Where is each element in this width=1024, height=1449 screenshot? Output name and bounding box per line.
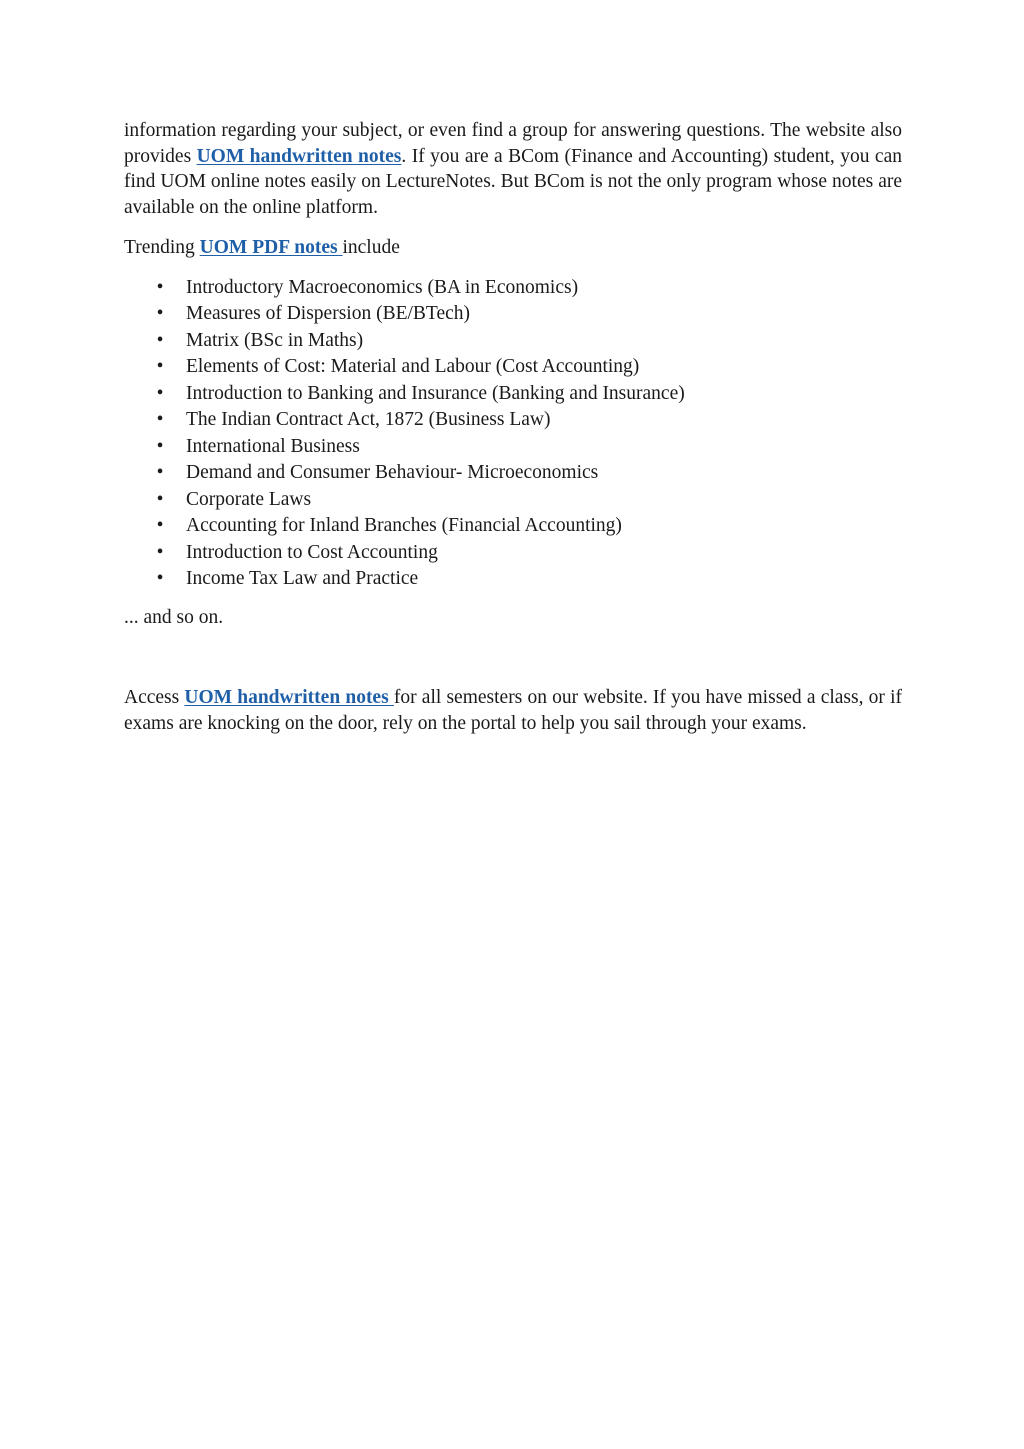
access-prefix: Access: [124, 687, 185, 708]
topic-label: Matrix (BSc in Maths): [186, 329, 364, 351]
topic-label: Introductory Macroeconomics (BA in Economics): [186, 276, 579, 298]
bullet-icon: •: [156, 329, 164, 351]
topic-list-item: [124, 487, 902, 514]
topic-label: Introduction to Cost Accounting: [186, 541, 438, 563]
bullet-icon: •: [156, 488, 164, 510]
trending-prefix: Trending: [124, 237, 200, 258]
trending-topics-list: [124, 275, 902, 593]
topic-label: The Indian Contract Act, 1872 (Business Law): [186, 409, 551, 430]
topic-list-item: [124, 328, 902, 355]
access-paragraph: [124, 685, 902, 736]
bullet-icon: •: [156, 276, 164, 298]
topic-list-item: [124, 513, 902, 540]
and-so-on-text: ... and so on.: [124, 606, 224, 628]
topic-label: International Business: [186, 435, 360, 457]
bullet-icon: •: [156, 382, 164, 404]
bullet-icon: •: [156, 435, 164, 457]
topic-label: Measures of Dispersion (BE/BTech): [186, 303, 471, 324]
document-page: [124, 118, 902, 736]
topic-list-item: [124, 407, 902, 434]
topic-list-item: [124, 381, 902, 408]
intro-paragraph: [124, 118, 902, 220]
uom-pdf-notes-link[interactable]: UOM PDF notes: [199, 237, 343, 258]
topic-list-item: [124, 354, 902, 381]
access-suffix: for all semesters on our website. If you have missed a class, or if exams are knocking on the door, rely on the portal to help you sail through your exams.: [124, 687, 902, 734]
intro-text-before-link: information regarding your subject, or even find a group for answering questions. The website also provides: [124, 120, 902, 167]
topic-list-item: [124, 301, 902, 328]
topic-label: Income Tax Law and Practice: [186, 568, 419, 589]
topic-list-item: [124, 540, 902, 567]
topic-label: Introduction to Banking and Insurance (Banking and Insurance): [186, 382, 685, 404]
topic-label: Accounting for Inland Branches (Financial Accounting): [186, 515, 622, 536]
topic-label: Elements of Cost: Material and Labour (Cost Accounting): [186, 356, 640, 377]
topic-list-item: [124, 460, 902, 487]
bullet-icon: •: [156, 409, 164, 430]
access-handwritten-notes-link[interactable]: UOM handwritten notes: [184, 687, 394, 708]
bullet-icon: •: [156, 515, 164, 536]
topic-list-item: [124, 566, 902, 593]
topic-list-item: [124, 275, 902, 302]
bullet-icon: •: [156, 356, 164, 377]
bullet-icon: •: [156, 462, 164, 483]
uom-handwritten-notes-link[interactable]: UOM handwritten notes: [196, 145, 402, 167]
intro-text-after-link: . If you are a BCom (Finance and Accounting) student, you can find UOM online notes easily on LectureNotes. But BCom is not the only program whose notes are available on the online platform.: [124, 145, 902, 218]
topic-list-item: [124, 434, 902, 461]
trending-suffix: include: [342, 237, 400, 258]
bullet-icon: •: [156, 303, 164, 324]
bullet-icon: •: [156, 541, 164, 563]
topic-label: Demand and Consumer Behaviour- Microeconomics: [186, 462, 599, 483]
trending-line: [124, 235, 902, 261]
bullet-icon: •: [156, 568, 164, 589]
topic-label: Corporate Laws: [186, 488, 312, 510]
